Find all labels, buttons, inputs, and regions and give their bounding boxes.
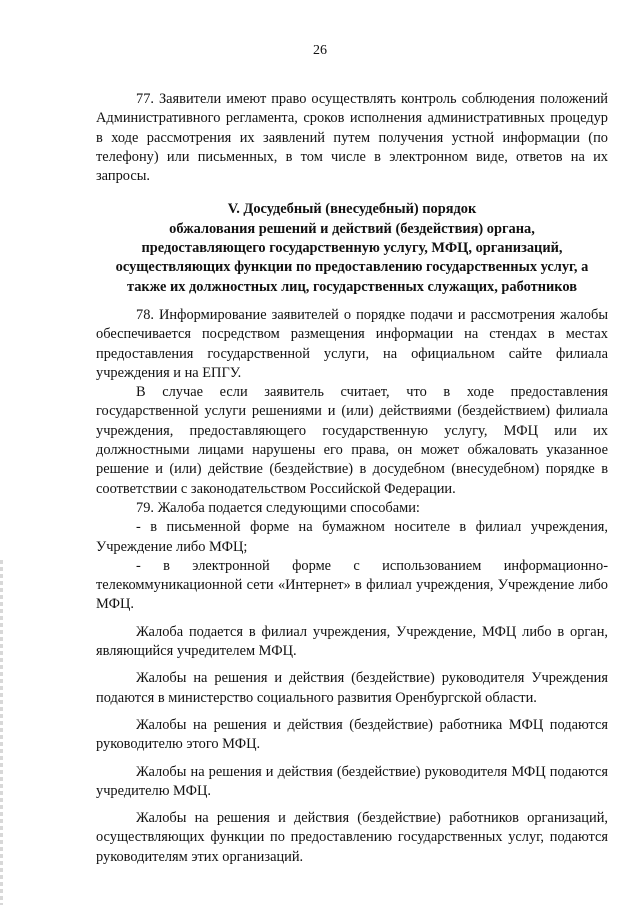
heading-line-3: предоставляющего государственную услугу, МФЦ, организаций,	[141, 240, 563, 257]
paragraph-complaint-filing: Жалоба подается в филиал учреждения, Учреждение, МФЦ либо в орган, являющийся учредителем МФЦ.	[96, 623, 608, 660]
heading-line-5: также их должностных лиц, государственных служащих, работников	[126, 278, 577, 295]
paragraph-78-case: В случае если заявитель считает, что в ходе предоставления государственной услуги решениями и (или) действиями (бездействием) филиала учреждения, предоставляющего государственную услугу, МФЦ или их должностными лицами нарушены его права, он может обжаловать указанное решение и (или) действие (бездействие) в досудебном (внесудебном) порядке в соответствии с законодательством Российской Федерации.	[96, 384, 608, 497]
paragraph-complaint-mfc-head: Жалобы на решения и действия (бездействие) руководителя МФЦ подаются учредителю МФЦ.	[96, 763, 608, 799]
section-heading	[96, 200, 608, 296]
paragraph-79: 79. Жалоба подается следующими способами:	[136, 499, 420, 516]
page-number: 26	[313, 43, 327, 58]
paragraph-79-written: - в письменной форме на бумажном носителе в филиал учреждения, Учреждение либо МФЦ;	[96, 519, 608, 555]
paragraph-complaint-mfc-worker: Жалобы на решения и действия (бездействие) работника МФЦ подаются руководителю этого МФЦ.	[96, 716, 608, 753]
heading-line-1: V. Досудебный (внесудебный) порядок	[227, 201, 477, 218]
document-body	[96, 90, 608, 867]
paragraph-complaint-director: Жалобы на решения и действия (бездействие) руководителя Учреждения подаются в министерство социального развития Оренбургской области.	[96, 670, 608, 706]
heading-line-2: обжалования решений и действий (бездействия) органа,	[169, 220, 535, 237]
scan-edge-shadow	[0, 560, 3, 905]
paragraph-77: 77. Заявители имеют право осуществлять контроль соблюдения положений Административного регламента, сроков исполнения административных процедур в ходе рассмотрения их заявлений путем получения устной информации (по телефону) или письменных, в том числе в электронном виде, ответов на их запросы.	[96, 91, 608, 185]
paragraph-complaint-organizations: Жалобы на решения и действия (бездействие) работников организаций, осуществляющих функции по предоставлению государственных услуг, подаются руководителям этих организаций.	[96, 810, 608, 865]
heading-line-4: осуществляющих функции по предоставлению государственных услуг, а	[115, 259, 589, 276]
paragraph-78: 78. Информирование заявителей о порядке подачи и рассмотрения жалобы обеспечивается посредством размещения информации на стендах в местах предоставления государственной услуги, на официальном сайте филиала учреждения и на ЕПГУ.	[96, 306, 608, 381]
paragraph-79-electronic: - в электронной форме с использованием информационно-телекоммуникационной сети «Интернет» в филиал учреждения, Учреждение либо МФЦ.	[96, 557, 608, 613]
